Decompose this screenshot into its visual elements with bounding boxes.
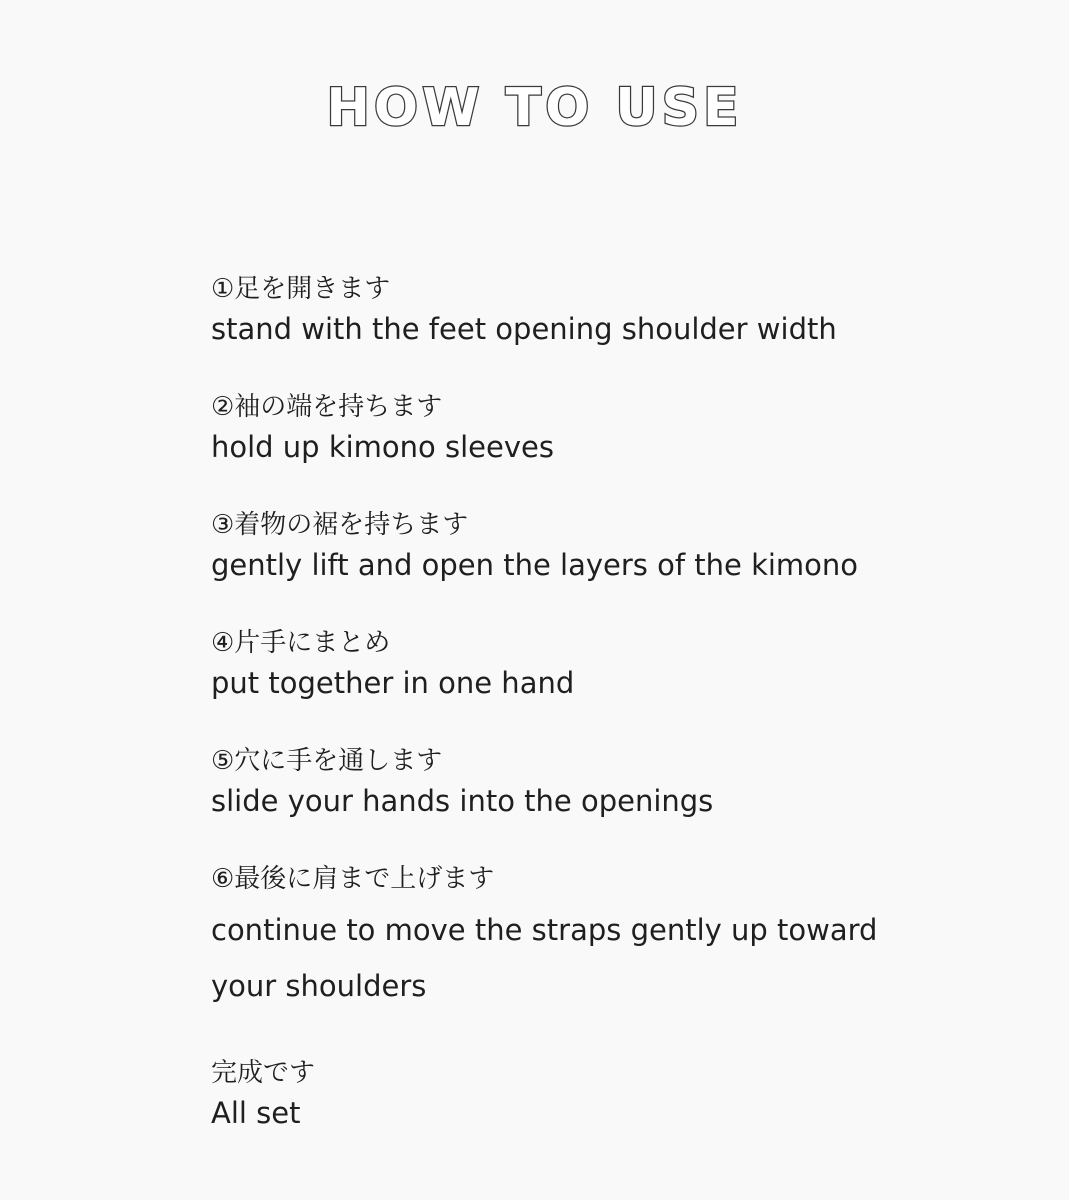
step-3-japanese: ③着物の裾を持ちます (211, 510, 469, 540)
step-1 (211, 270, 1011, 350)
step-complete-japanese: 完成です (211, 1058, 316, 1088)
step-1-english: stand with the feet opening shoulder width (211, 312, 837, 346)
step-2 (211, 388, 1011, 468)
step-5 (211, 742, 1011, 822)
step-5-japanese: ⑤穴に手を通します (211, 746, 443, 776)
step-complete (211, 1054, 1011, 1134)
page-title: HOW TO USE (326, 78, 743, 138)
step-6-english: continue to move the straps gently up toward your shoulders (211, 913, 878, 1003)
step-4 (211, 624, 1011, 704)
step-3 (211, 506, 1011, 586)
step-3-english: gently lift and open the layers of the kimono (211, 548, 859, 582)
step-complete-english: All set (211, 1096, 301, 1130)
step-6-japanese: ⑥最後に肩まで上げます (211, 864, 495, 894)
step-1-japanese: ①足を開きます (211, 274, 391, 304)
step-2-english: hold up kimono sleeves (211, 430, 554, 464)
step-5-english: slide your hands into the openings (211, 784, 714, 818)
step-4-english: put together in one hand (211, 666, 575, 700)
steps-list (211, 270, 1011, 1172)
step-2-japanese: ②袖の端を持ちます (211, 392, 443, 422)
step-6 (211, 860, 1011, 1014)
step-4-japanese: ④片手にまとめ (211, 628, 391, 658)
